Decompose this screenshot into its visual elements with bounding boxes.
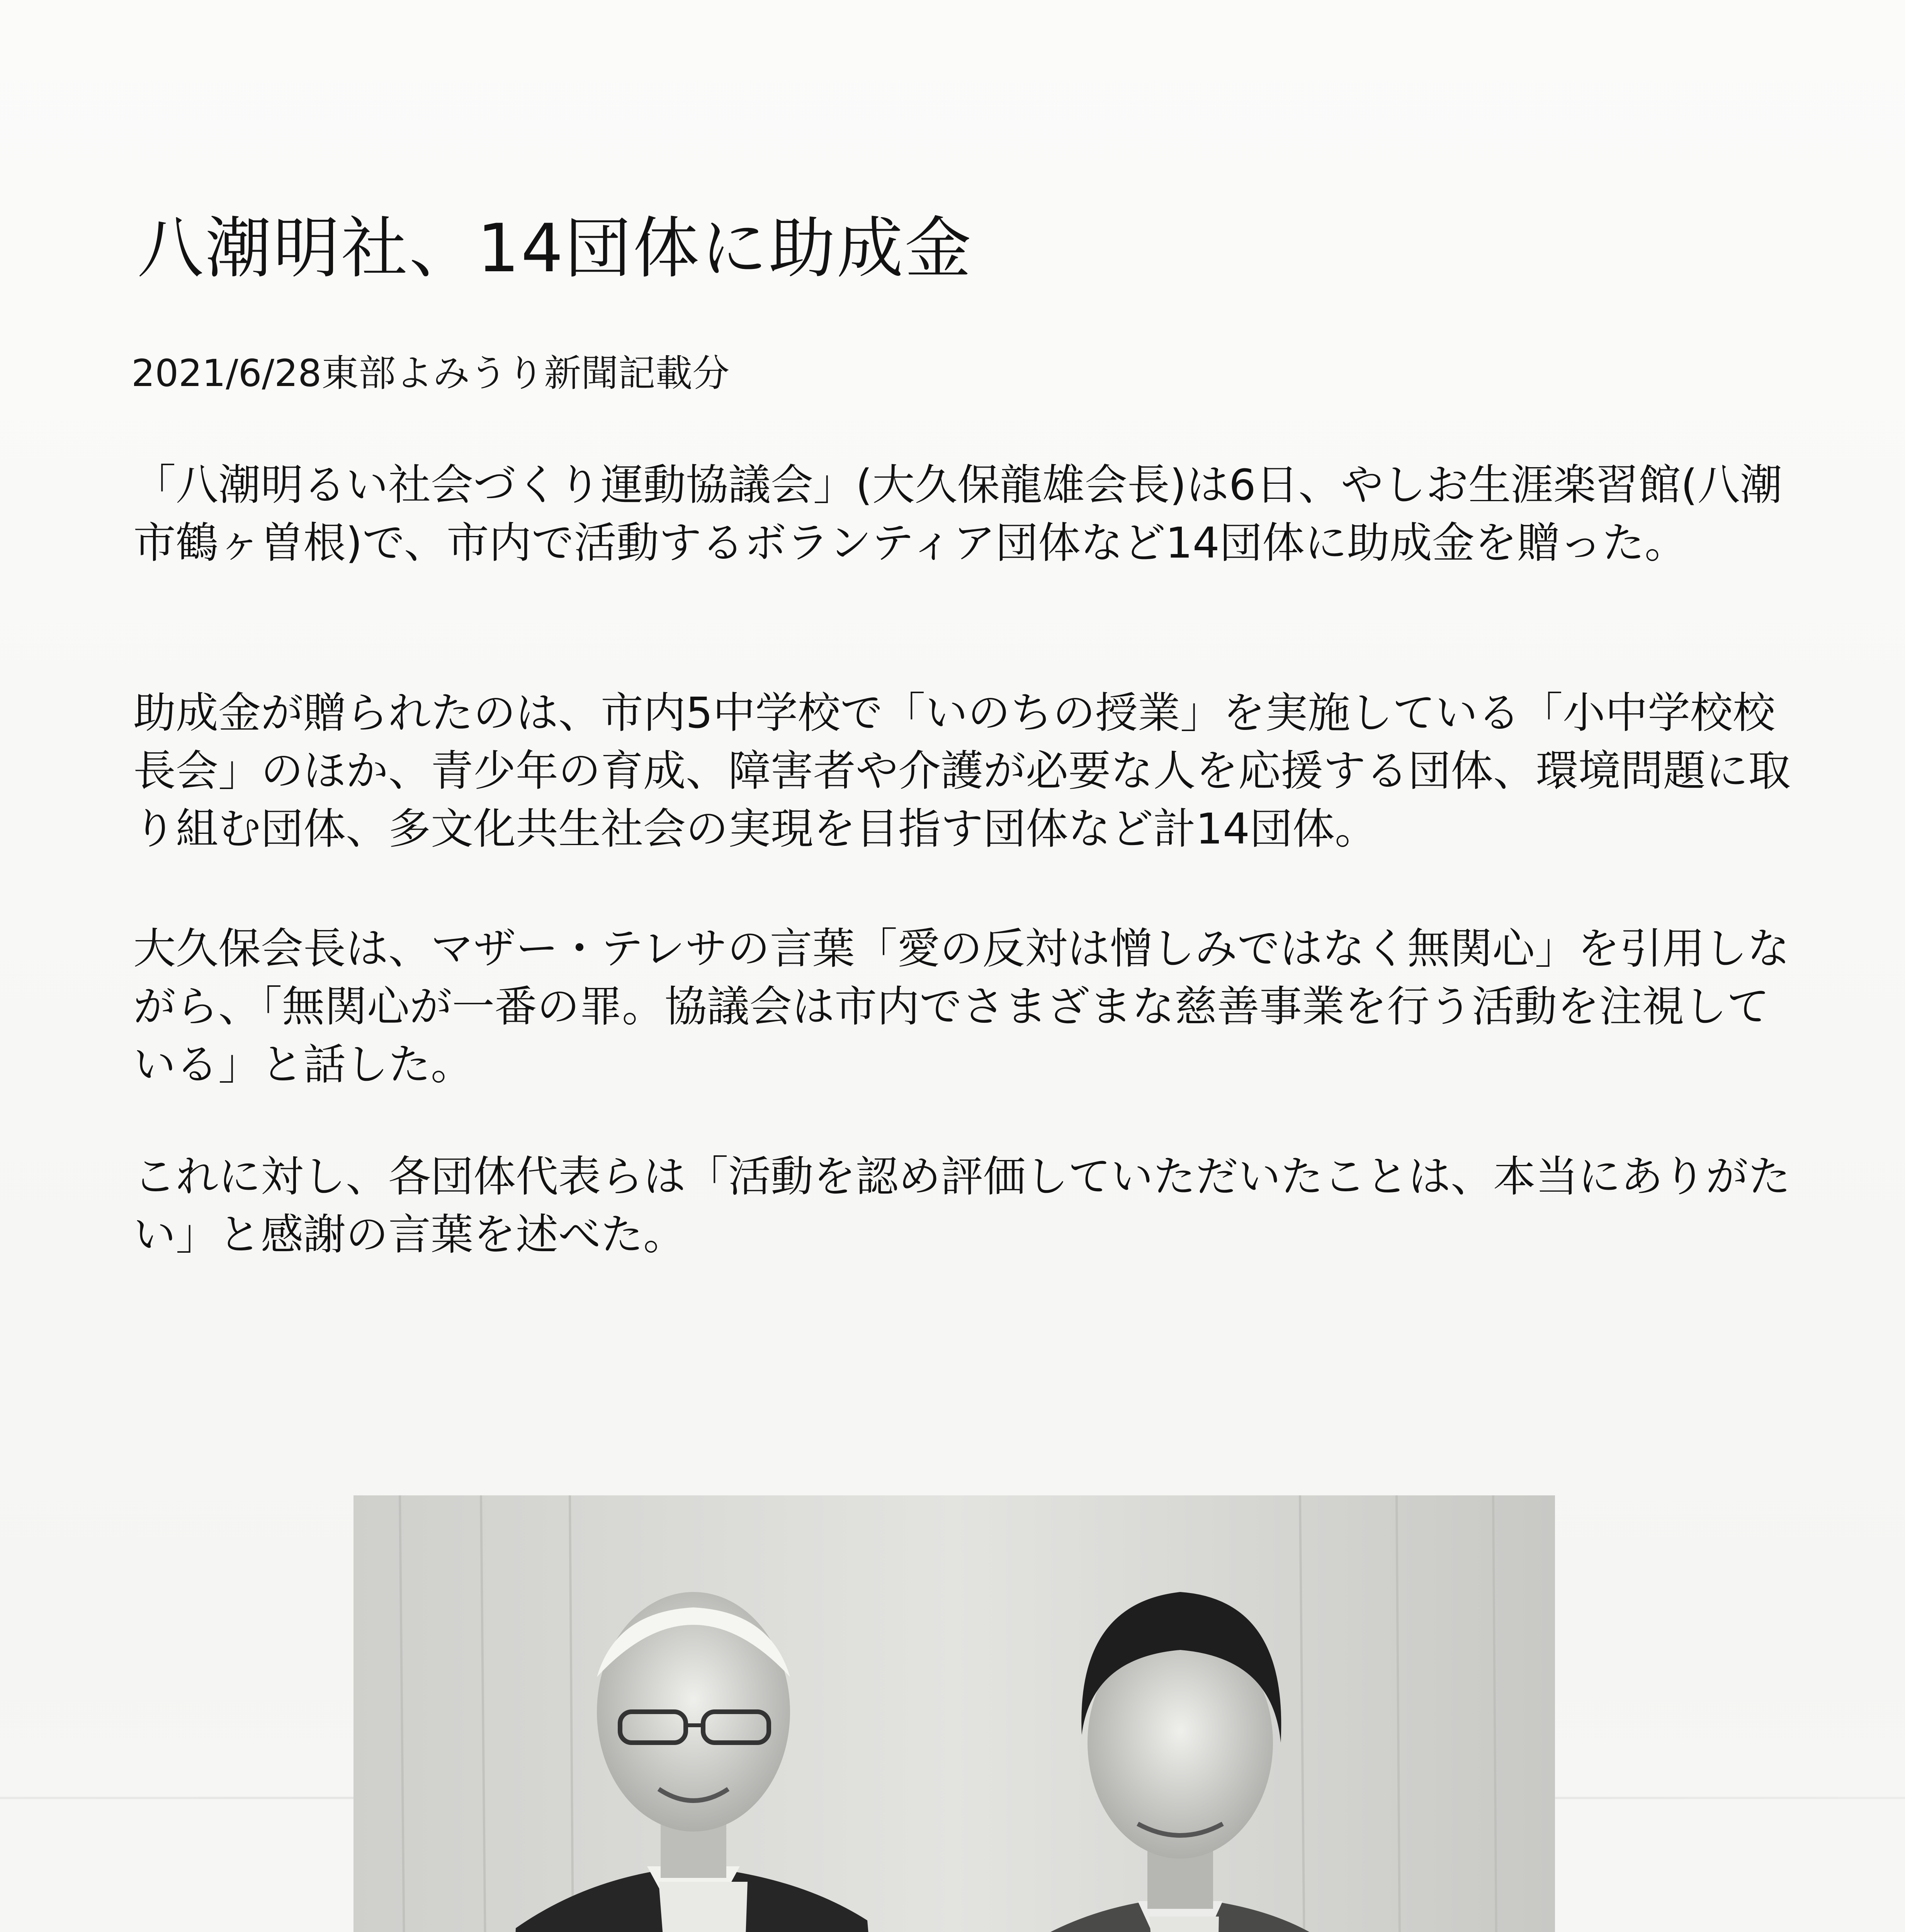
photo-illustration xyxy=(353,1495,1555,1932)
article-paragraph-2: 助成金が贈られたのは、市内5中学校で「いのちの授業」を実施している「小中学校校長会」のほか、青少年の育成、障害者や介護が必要な人を応援する団体、環境問題に取り組む団体、多文化共生社会の実現を目指す団体など計14団体。 xyxy=(133,688,1791,854)
article-paragraph-4: これに対し、各団体代表らは「活動を認め評価していただいたことは、本当にありがたい」と感謝の言葉を述べた。 xyxy=(133,1152,1791,1259)
article-paragraph-1: 「八潮明るい社会づくり運動協議会」(大久保龍雄会長)は6日、やしお生涯楽習館(八潮市鶴ヶ曽根)で、市内で活動するボランティア団体など14団体に助成金を贈った。 xyxy=(133,460,1783,568)
article-headline: 八潮明社、14団体に助成金 xyxy=(137,209,973,287)
source-line: 2021/6/28東部よみうり新聞記載分 xyxy=(131,352,730,395)
news-photo xyxy=(353,1495,1555,1932)
article-paragraph-3: 大久保会長は、マザー・テレサの言葉「愛の反対は憎しみではなく無関心」を引用しながら、「無関心が一番の罪。協議会は市内でさまざまな慈善事業を行う活動を注視している」と話した。 xyxy=(133,924,1790,1089)
